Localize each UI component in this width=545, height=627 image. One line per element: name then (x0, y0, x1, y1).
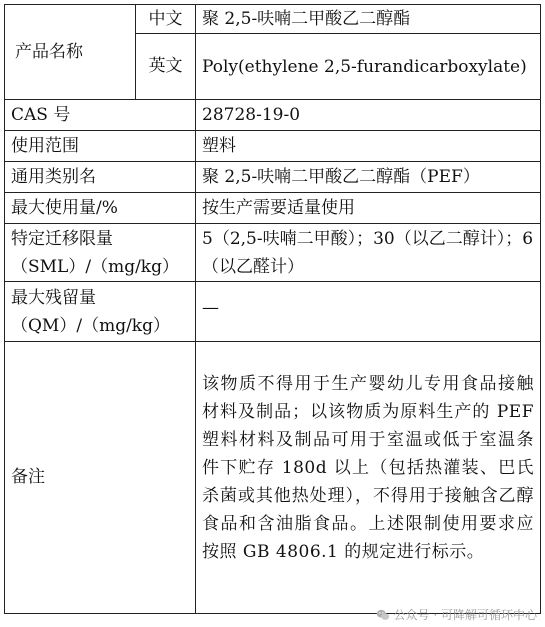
scope-label: 使用范围 (5, 131, 196, 162)
en-name-value: Poly(ethylene 2,5-furandicarboxylate) (196, 34, 541, 100)
row-qm (5, 282, 541, 342)
qm-value: — (196, 282, 541, 342)
category-label: 通用类别名 (5, 162, 196, 193)
en-label: 英文 (136, 34, 196, 100)
remark-label: 备注 (5, 342, 196, 614)
row-sml (5, 224, 541, 282)
cas-value: 28728-19-0 (196, 100, 541, 131)
row-category (5, 162, 541, 193)
zh-name-value: 聚 2,5-呋喃二甲酸乙二醇酯 (196, 5, 541, 34)
max-usage-value: 按生产需要适量使用 (196, 193, 541, 224)
category-value: 聚 2,5-呋喃二甲酸乙二醇酯（PEF） (196, 162, 541, 193)
row-product-name-zh (5, 5, 541, 34)
sml-label: 特定迁移限量 （SML）/（mg/kg） (5, 224, 196, 282)
row-cas (5, 100, 541, 131)
product-name-label: 产品名称 (5, 5, 136, 100)
max-usage-label: 最大使用量/% (5, 193, 196, 224)
row-remark (5, 342, 541, 614)
qm-label: 最大残留量 （QM）/（mg/kg） (5, 282, 196, 342)
row-max-usage (5, 193, 541, 224)
substance-info-table (4, 4, 541, 614)
row-scope (5, 131, 541, 162)
wechat-icon (376, 608, 390, 622)
watermark-text: 公众号 · 可降解可循环中心 (393, 608, 537, 622)
cas-label: CAS 号 (5, 100, 196, 131)
scope-value: 塑料 (196, 131, 541, 162)
sml-value: 5（2,5-呋喃二甲酸）；30（以乙二醇计）；6（以乙醛计） (196, 224, 541, 282)
zh-label: 中文 (136, 5, 196, 34)
watermark (376, 606, 537, 623)
remark-value: 该物质不得用于生产婴幼儿专用食品接触材料及制品；以该物质为原料生产的 PEF 塑料材料及制品可用于室温或低于室温条件下贮存 180d 以上（包括热灌装、巴氏杀菌或其他热处理），不得用于接触含乙醇食品和含油脂食品。上述限制使用要求应按照 GB 4806.1 的规定进行标示。 (196, 342, 541, 614)
